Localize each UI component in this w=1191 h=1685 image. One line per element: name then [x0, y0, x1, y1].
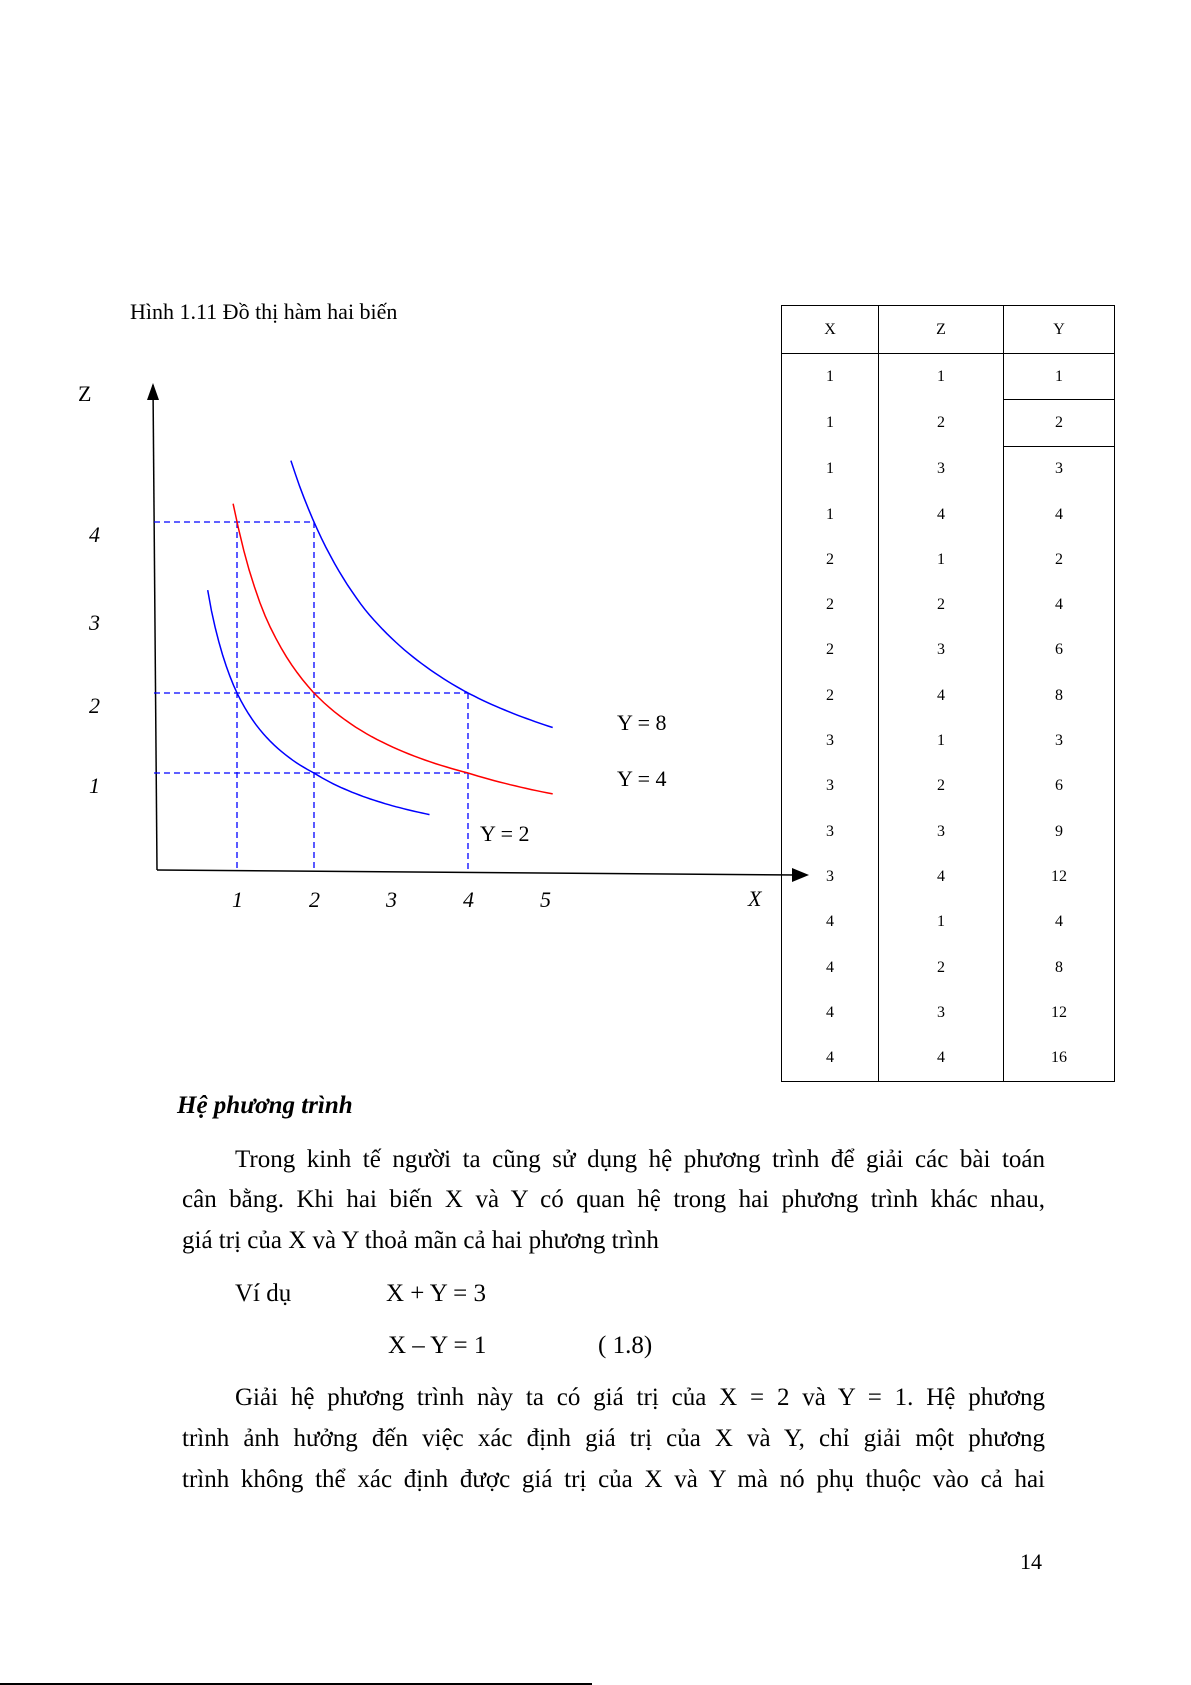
table-cell: 4	[879, 854, 1004, 899]
series-label-y4: Y = 4	[617, 766, 667, 791]
table-cell: 6	[1004, 764, 1115, 809]
paragraph-1-line-1: Trong kinh tế người ta cũng sử dụng hệ phương trình để giải các bài toán	[235, 1146, 1045, 1173]
figure-caption: Hình 1.11 Đồ thị hàm hai biến	[130, 299, 398, 324]
table-cell: 2	[782, 582, 879, 627]
table-cell: 2	[782, 537, 879, 582]
table-cell: 3	[879, 809, 1004, 854]
table-cell: 4	[879, 492, 1004, 537]
x-tick-label: 1	[232, 887, 243, 912]
table-cell: 1	[879, 718, 1004, 763]
table-cell: 2	[782, 673, 879, 718]
table-cell: 3	[782, 764, 879, 809]
values-table	[781, 305, 1115, 1082]
table-cell: X	[782, 306, 879, 354]
equation-2: X – Y = 1	[388, 1332, 487, 1359]
table-cell: 1	[1004, 354, 1115, 400]
paragraph-1-line-3: giá trị của X và Y thoả mãn cả hai phương trình	[182, 1227, 659, 1254]
table-row	[782, 673, 1115, 718]
z-tick-label: 1	[89, 773, 100, 798]
table-cell: 6	[1004, 628, 1115, 673]
z-axis	[153, 385, 157, 870]
curve-y-2	[208, 590, 430, 815]
z-axis-label: Z	[78, 381, 92, 406]
x-tick-label: 3	[386, 887, 397, 912]
x-tick-label: 2	[309, 887, 320, 912]
table-row	[782, 1035, 1115, 1081]
table-cell: 2	[879, 582, 1004, 627]
page-number: 14	[1020, 1549, 1042, 1574]
paragraph-2-line-3: trình không thể xác định được giá trị của X và Y mà nó phụ thuộc vào cả hai	[182, 1466, 1045, 1493]
table-row	[782, 854, 1115, 899]
table-cell: 8	[1004, 673, 1115, 718]
table-cell: 3	[782, 854, 879, 899]
table-row	[782, 582, 1115, 627]
table-cell: 4	[782, 1035, 879, 1081]
table-cell: 1	[782, 446, 879, 492]
series-label-y8: Y = 8	[617, 710, 667, 735]
table-cell: 4	[879, 673, 1004, 718]
table-cell: 12	[1004, 990, 1115, 1035]
table-row	[782, 446, 1115, 492]
table-cell: 16	[1004, 1035, 1115, 1081]
x-tick-label: 4	[463, 887, 474, 912]
table-cell: 3	[782, 809, 879, 854]
table-row	[782, 354, 1115, 400]
table-cell: 1	[879, 354, 1004, 400]
z-tick-label: 4	[89, 522, 100, 547]
curve-y-8	[291, 461, 553, 728]
x-axis-label: X	[748, 886, 762, 911]
series-label-y2: Y = 2	[480, 821, 530, 846]
equation-1: X + Y = 3	[386, 1280, 486, 1307]
table-header-row	[782, 306, 1115, 354]
paragraph-1-line-2: cân bằng. Khi hai biến X và Y có quan hệ trong hai phương trình khác nhau,	[182, 1186, 1045, 1213]
table-cell: 2	[879, 400, 1004, 446]
table-row	[782, 945, 1115, 990]
table-cell: 1	[879, 537, 1004, 582]
table-cell: 4	[782, 900, 879, 945]
table-row	[782, 764, 1115, 809]
table-cell: 2	[879, 945, 1004, 990]
example-label: Ví dụ	[235, 1280, 292, 1307]
table-row	[782, 990, 1115, 1035]
table-cell: 9	[1004, 809, 1115, 854]
table-cell: 3	[879, 628, 1004, 673]
table-row	[782, 400, 1115, 446]
table-cell: Y	[1004, 306, 1115, 354]
table-cell: 4	[782, 990, 879, 1035]
table-row	[782, 628, 1115, 673]
table-row	[782, 537, 1115, 582]
table-cell: 4	[1004, 900, 1115, 945]
table-cell: Z	[879, 306, 1004, 354]
table-cell: 8	[1004, 945, 1115, 990]
table-cell: 4	[782, 945, 879, 990]
two-variable-function-chart	[0, 0, 820, 930]
z-tick-label: 3	[89, 610, 100, 635]
table-cell: 1	[782, 354, 879, 400]
z-axis-arrow-icon	[147, 383, 159, 400]
x-axis	[157, 870, 796, 875]
table-cell: 4	[1004, 492, 1115, 537]
table-cell: 3	[879, 990, 1004, 1035]
table-cell: 1	[782, 400, 879, 446]
paragraph-2-line-1: Giải hệ phương trình này ta có giá trị của X = 2 và Y = 1. Hệ phương	[235, 1384, 1045, 1411]
table-row	[782, 809, 1115, 854]
table-cell: 3	[782, 718, 879, 763]
table-cell: 12	[1004, 854, 1115, 899]
table-cell: 1	[782, 492, 879, 537]
z-tick-label: 2	[89, 693, 100, 718]
x-tick-label: 5	[540, 887, 551, 912]
table-cell: 3	[1004, 446, 1115, 492]
table-cell: 2	[782, 628, 879, 673]
table-cell: 4	[1004, 582, 1115, 627]
paragraph-2-line-2: trình ảnh hưởng đến việc xác định giá trị của X và Y, chỉ giải một phương	[182, 1425, 1045, 1452]
equation-number: ( 1.8)	[598, 1332, 653, 1359]
table-cell: 1	[879, 900, 1004, 945]
table-cell: 3	[879, 446, 1004, 492]
table-cell: 4	[879, 1035, 1004, 1081]
table-row	[782, 900, 1115, 945]
table-row	[782, 492, 1115, 537]
section-heading: Hệ phương trình	[177, 1092, 353, 1119]
table-row	[782, 718, 1115, 763]
table-cell: 2	[1004, 537, 1115, 582]
table-cell: 3	[1004, 718, 1115, 763]
table-cell: 2	[879, 764, 1004, 809]
table-cell: 2	[1004, 400, 1115, 446]
